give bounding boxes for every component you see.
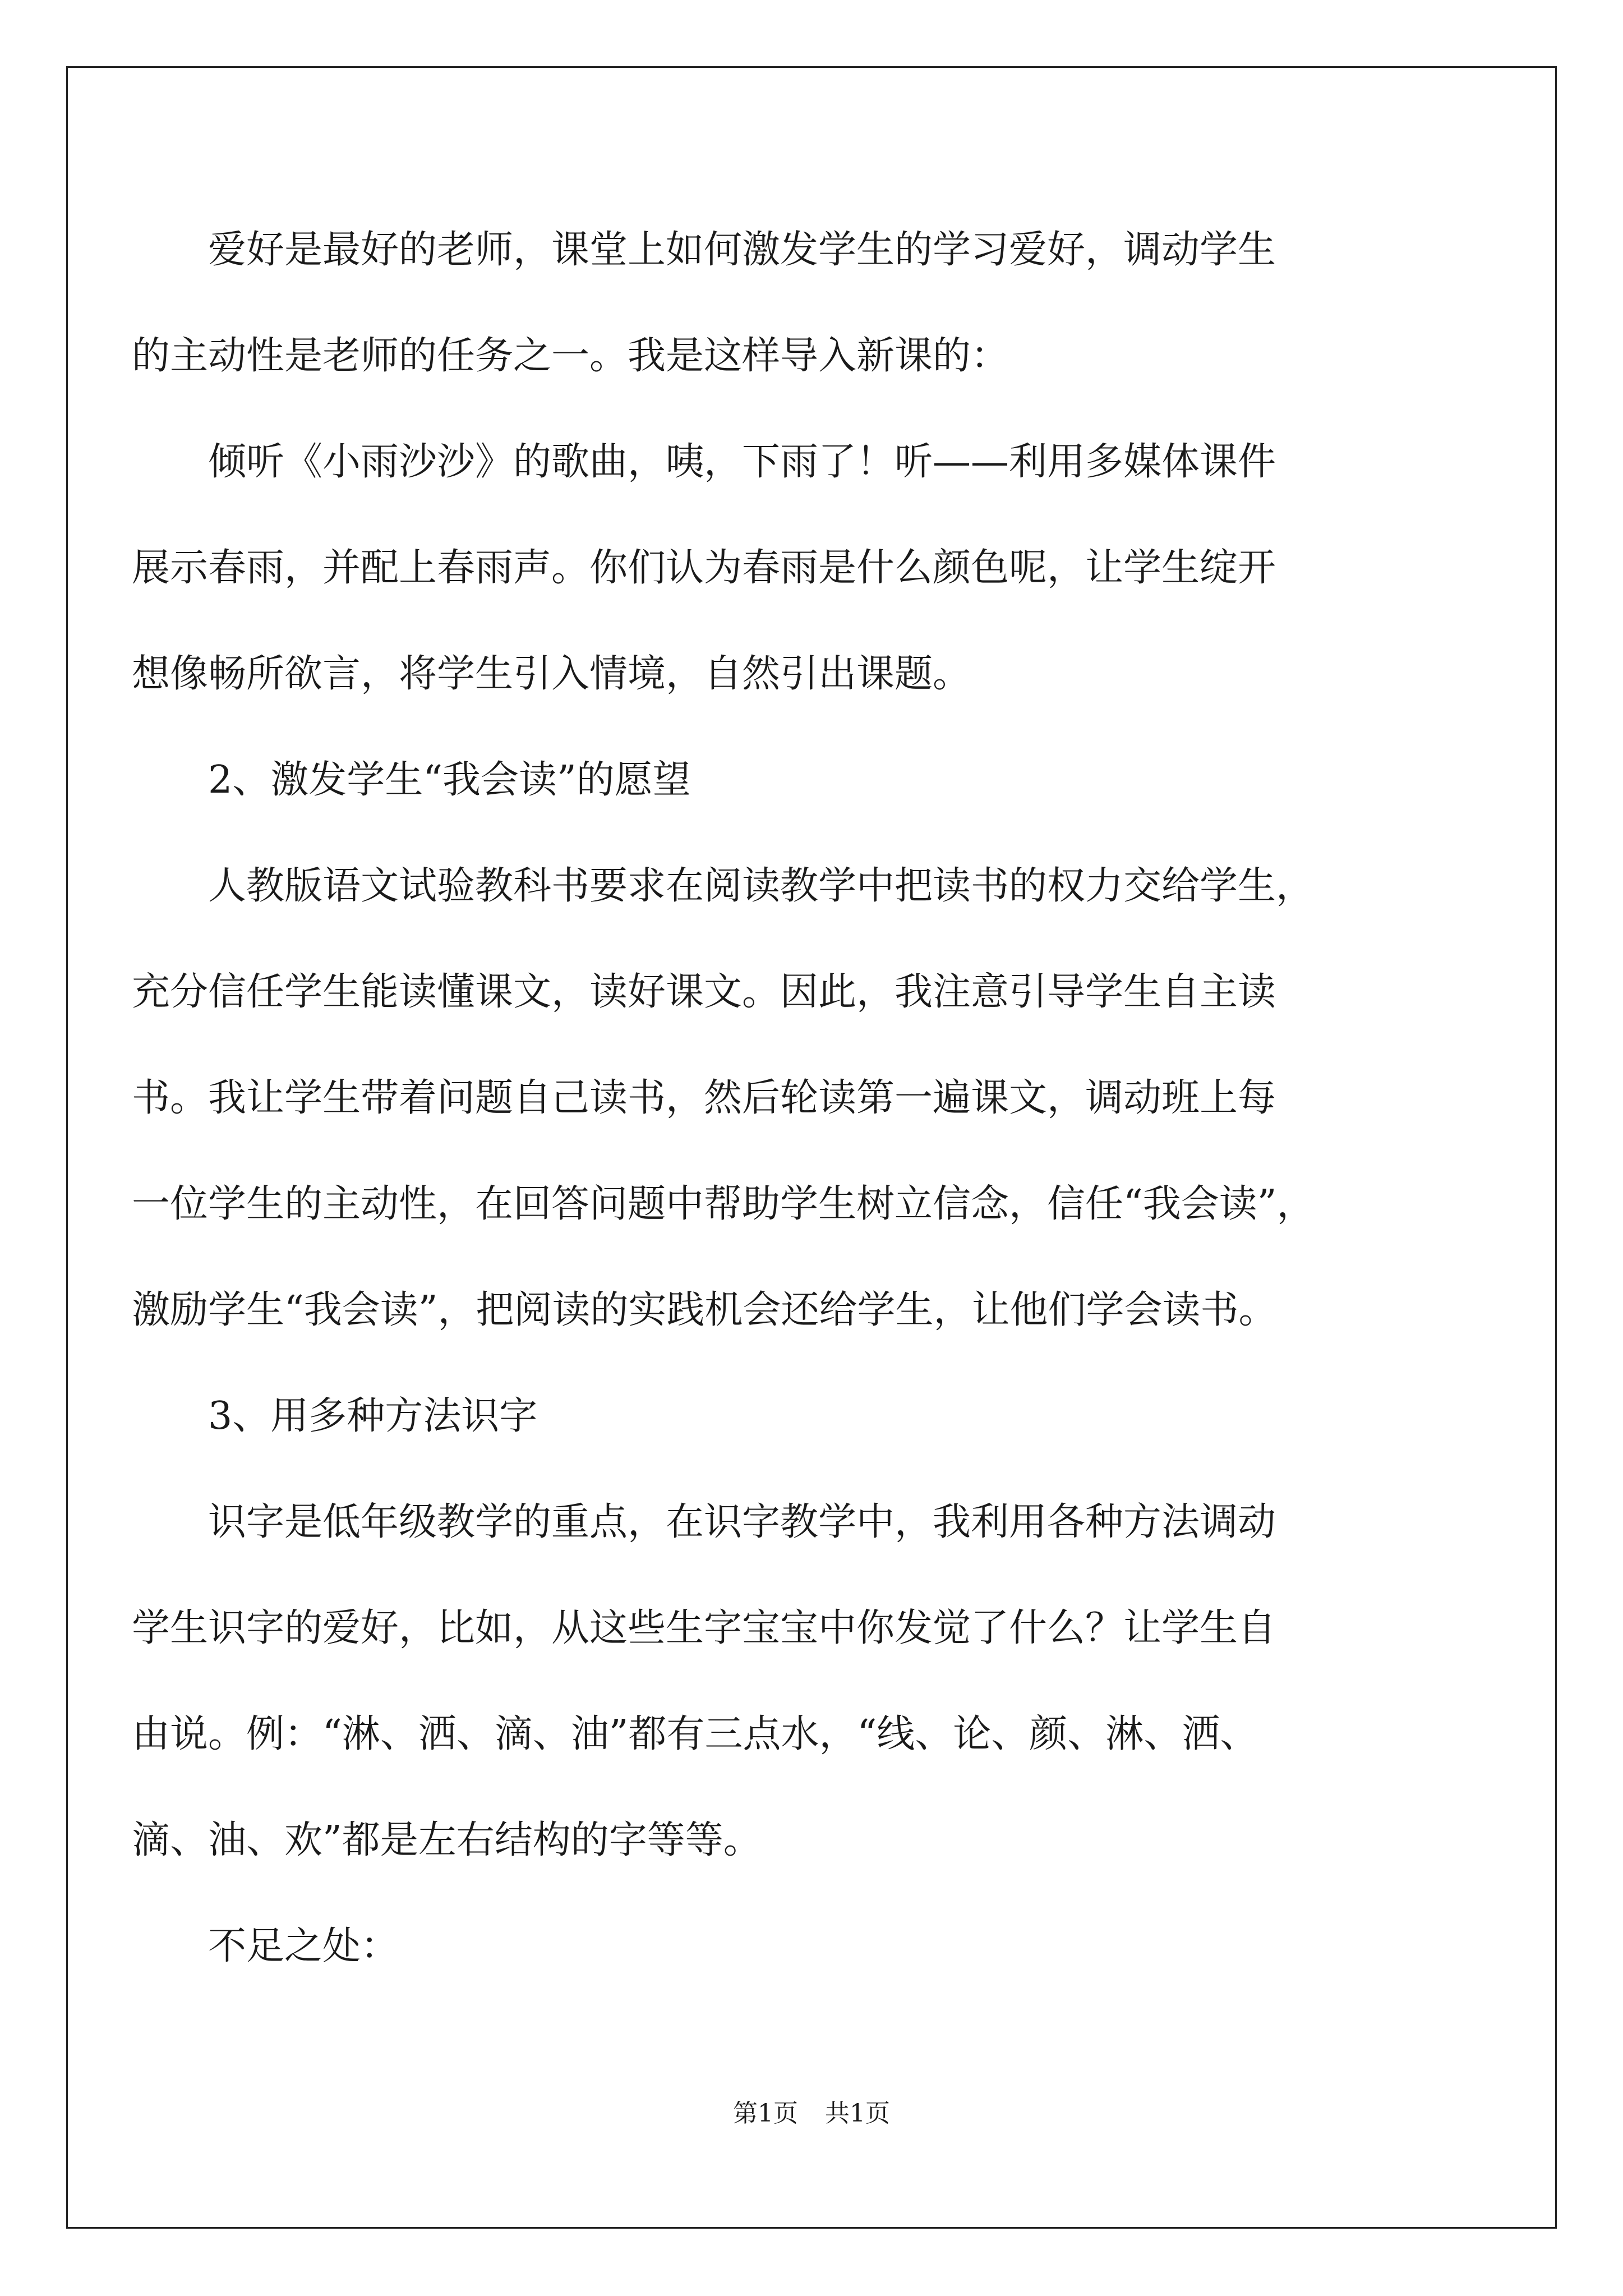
text-line: 不足之处： [132, 1924, 399, 1968]
text-line: 学生识字的爱好，比如，从这些生字宝宝中你发觉了什么？让学生自 [132, 1606, 1276, 1650]
page-total: 共1页 [825, 2099, 890, 2128]
section-heading: 3、用多种方法识字 [132, 1394, 538, 1438]
text-line: 滴、油、欢”都是左右结构的字等等。 [132, 1818, 762, 1862]
text-line: 想像畅所欲言，将学生引入情境，自然引出课题。 [132, 652, 971, 696]
text-line: 激励学生“我会读”，把阅读的实践机会还给学生，让他们学会读书。 [132, 1288, 1277, 1332]
document-body [132, 0, 1489, 2162]
text-line: 爱好是最好的老师，课堂上如何激发学生的学习爱好，调动学生 [132, 228, 1276, 272]
page-number: 第1页 [733, 2099, 798, 2128]
text-line: 的主动性是老师的任务之一。我是这样导入新课的： [132, 334, 1009, 378]
text-line: 倾听《小雨沙沙》的歌曲，咦，下雨了！听——利用多媒体课件 [132, 440, 1276, 484]
text-line: 识字是低年级教学的重点，在识字教学中，我利用各种方法调动 [132, 1500, 1276, 1544]
text-line: 充分信任学生能读懂课文，读好课文。因此，我注意引导学生自主读 [132, 970, 1276, 1014]
text-line: 书。我让学生带着问题自己读书，然后轮读第一遍课文，调动班上每 [132, 1076, 1276, 1120]
page-footer [0, 2098, 1623, 2129]
text-line: 一位学生的主动性，在回答问题中帮助学生树立信念，信任“我会读”， [132, 1182, 1315, 1226]
text-line: 由说。例：“淋、洒、滴、油”都有三点水，“线、论、颜、淋、洒、 [132, 1712, 1258, 1756]
text-line: 展示春雨，并配上春雨声。你们认为春雨是什么颜色呢，让学生绽开 [132, 546, 1276, 590]
text-line: 人教版语文试验教科书要求在阅读教学中把读书的权力交给学生， [132, 864, 1315, 908]
section-heading: 2、激发学生“我会读”的愿望 [132, 758, 691, 802]
